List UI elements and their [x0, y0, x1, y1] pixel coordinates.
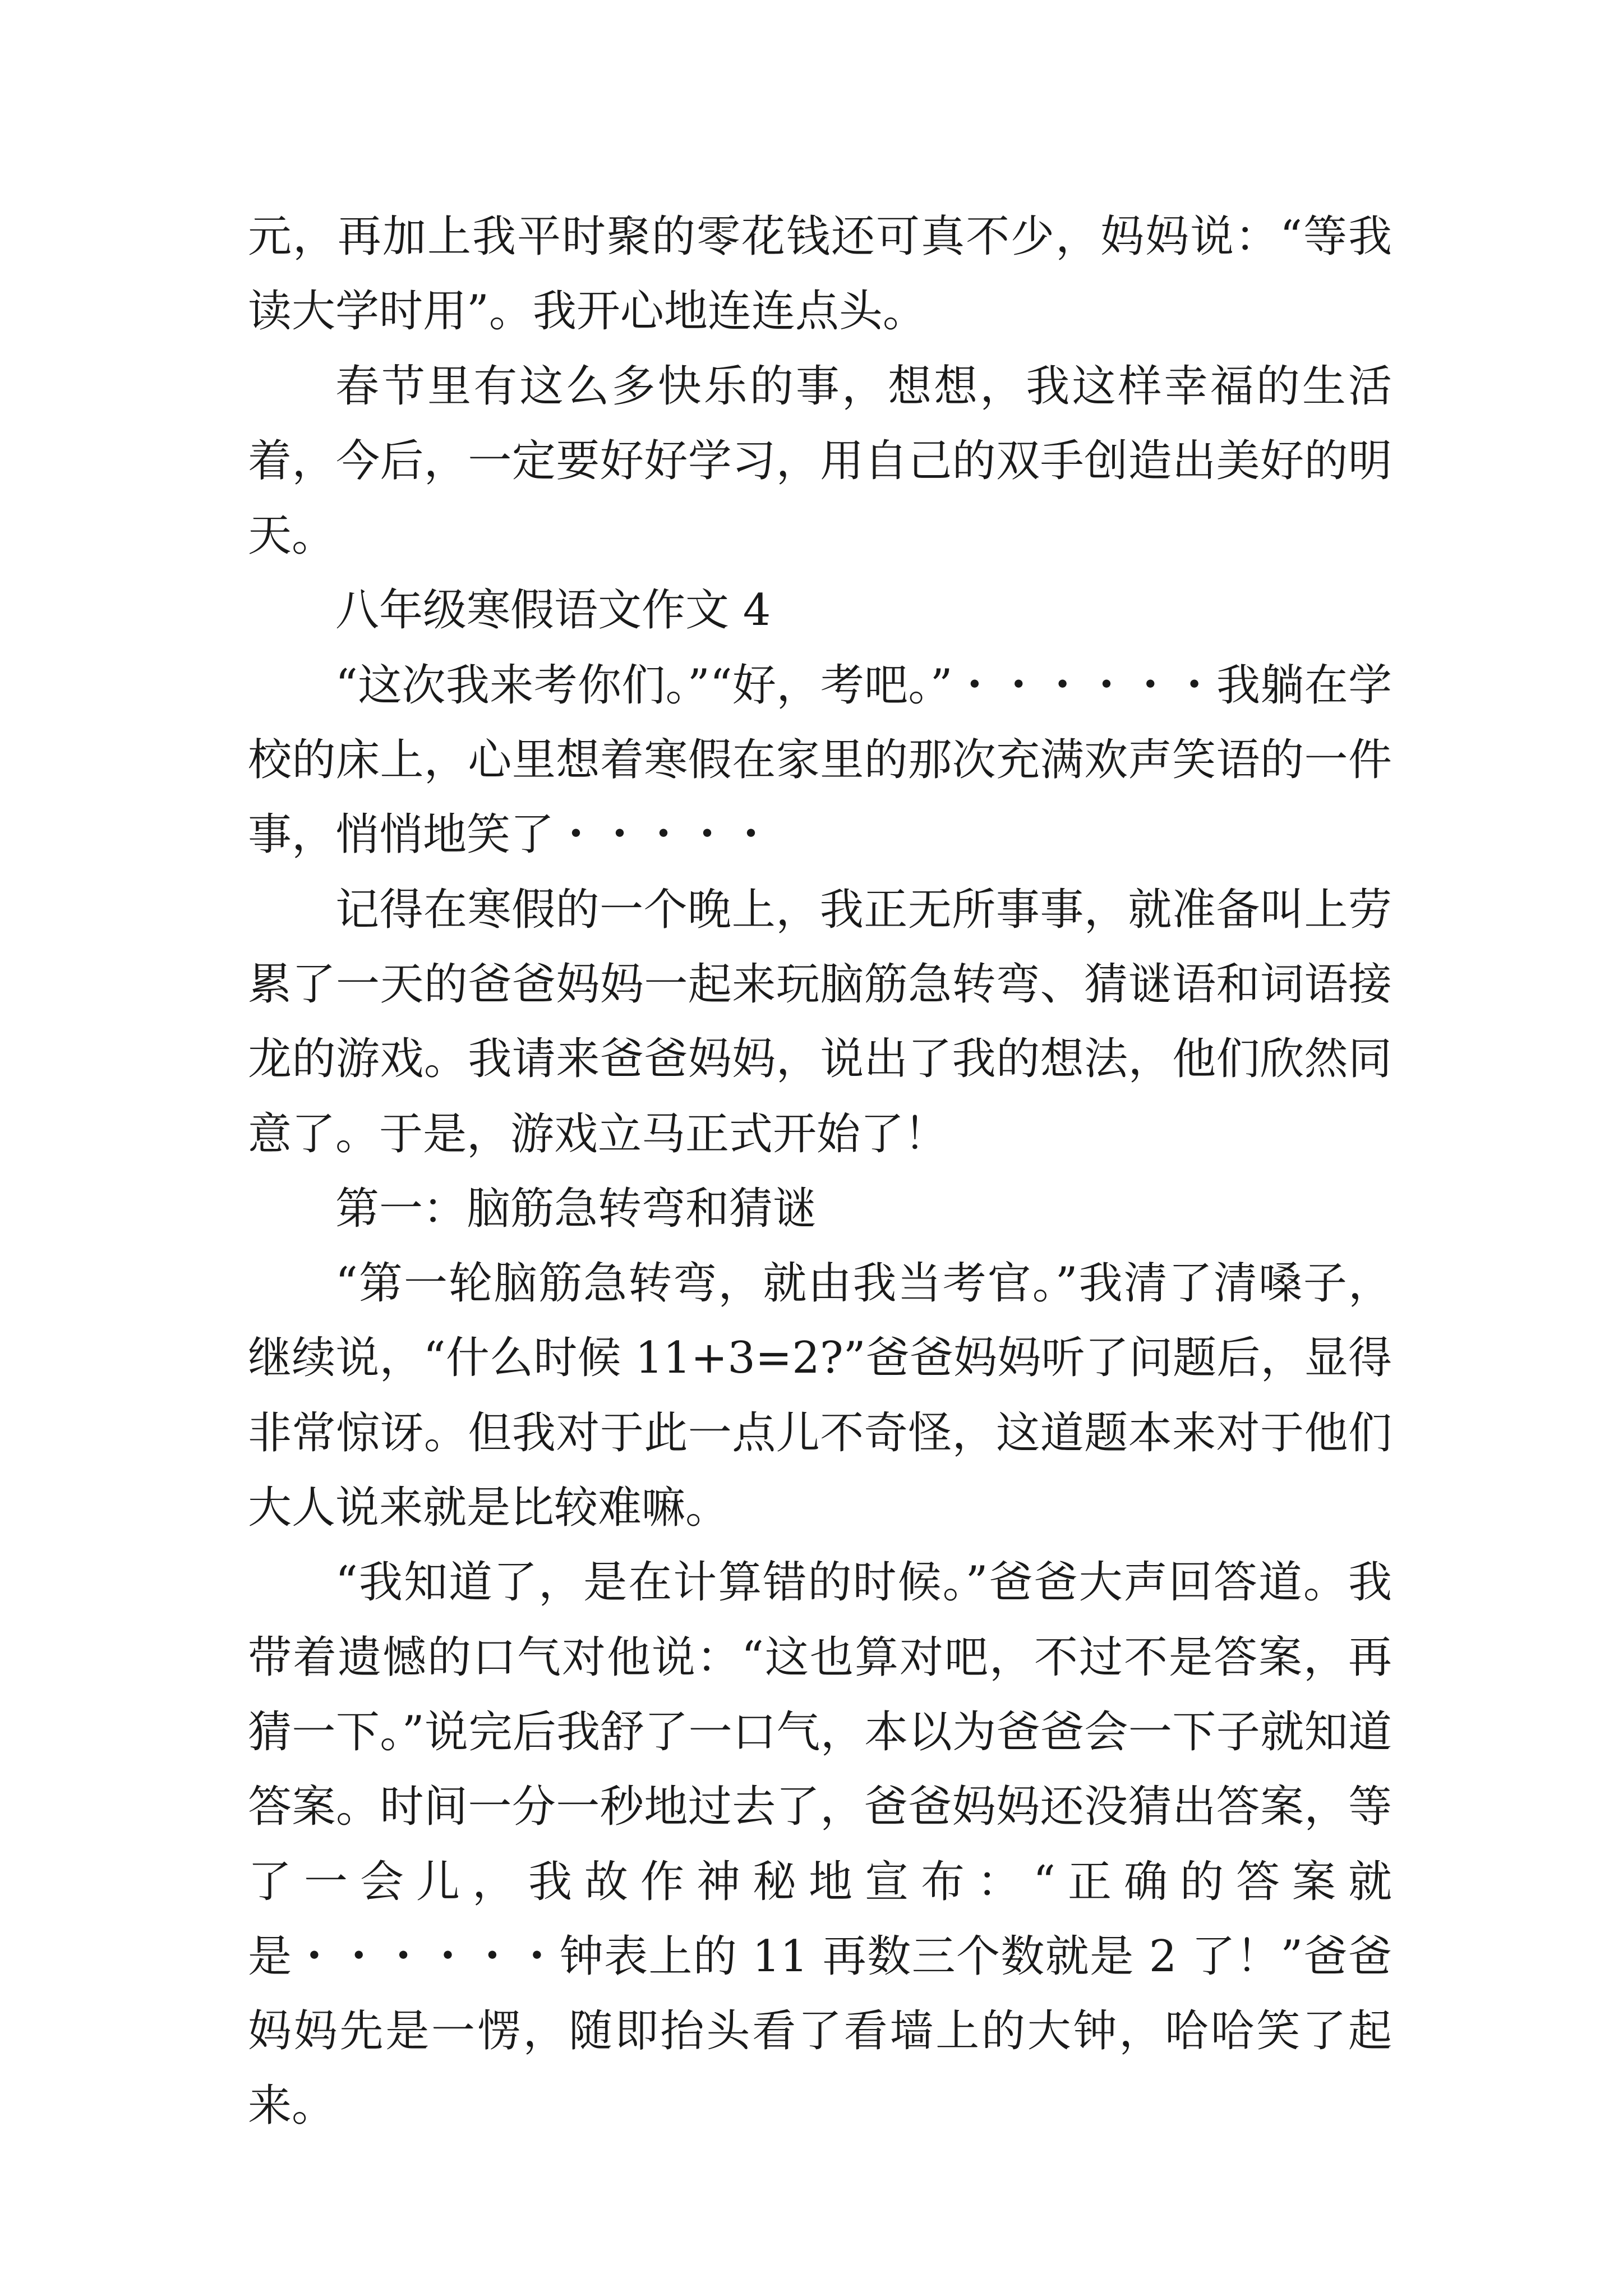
- essay-body: [248, 200, 1392, 2144]
- sub-heading: 第一：脑筋急转弯和猜谜: [335, 1183, 817, 1234]
- paragraph-6: “我知道了，是在计算错的时候。”爸爸大声回答道。我带着遗憾的口气对他说：“这也算对吧，不过不是答案，再猜一下。”说完后我舒了一口气，本以为爸爸会一下子就知道答案。时间一分一秒地过去了，爸爸妈妈还没猜出答案，等了一会儿，我故作神秘地宣布：“正确的答案就是・・・・・・钟表上的 11 再数三个数就是 2 了！”爸爸妈妈先是一愣，随即抬头看了看墙上的大钟，哈哈笑了起来。: [248, 1557, 1392, 2132]
- paragraph-5: “第一轮脑筋急转弯，就由我当考官。”我清了清嗓子，继续说，“什么时候 11+3=2?”爸爸妈妈听了问题后，显得非常惊讶。但我对于此一点儿不奇怪，这道题本来对于他们大人说来就是比较难嘛。: [248, 1258, 1392, 1534]
- paragraph-2: 春节里有这么多快乐的事，想想，我这样幸福的生活着，今后，一定要好好学习，用自己的双手创造出美好的明天。: [248, 361, 1392, 562]
- paragraph-1: 元，再加上我平时聚的零花钱还可真不少，妈妈说：“等我读大学时用”。我开心地连连点头。: [248, 211, 1392, 337]
- paragraph-3: “这次我来考你们。”“好，考吧。”・・・・・・我躺在学校的床上，心里想着寒假在家里的那次充满欢声笑语的一件事，悄悄地笑了・・・・・: [248, 660, 1392, 861]
- section-heading: 八年级寒假语文作文 4: [335, 585, 771, 636]
- paragraph-4: 记得在寒假的一个晚上，我正无所事事，就准备叫上劳累了一天的爸爸妈妈一起来玩脑筋急转弯、猜谜语和词语接龙的游戏。我请来爸爸妈妈，说出了我的想法，他们欣然同意了。于是，游戏立马正式开始了！: [248, 884, 1392, 1159]
